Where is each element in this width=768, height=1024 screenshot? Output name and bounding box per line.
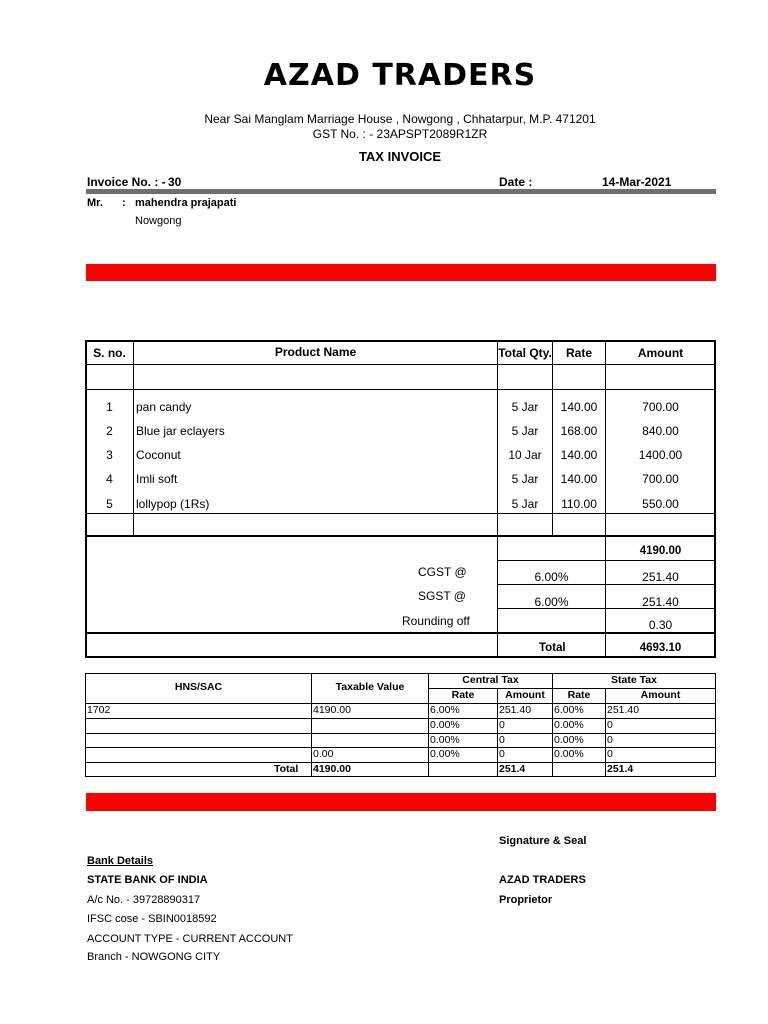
- tax-header-state-rate: Rate: [567, 689, 591, 701]
- date-label: Date :: [499, 175, 533, 189]
- tax-row-hsn: 1702: [87, 704, 111, 716]
- company-title: AZAD TRADERS: [263, 58, 537, 93]
- signatory-company: AZAD TRADERS: [499, 874, 586, 886]
- signatory-designation: Proprietor: [499, 894, 553, 906]
- row-divider: [86, 718, 715, 719]
- gst-number: GST No. : - 23APSPT2089R1ZR: [312, 127, 488, 141]
- signature-label: Signature & Seal: [499, 835, 587, 847]
- row-product: Blue jar eclayers: [136, 424, 225, 438]
- tax-row-central-rate: 0.00%: [430, 748, 460, 760]
- header-rate: Rate: [565, 346, 592, 360]
- row-divider: [86, 513, 715, 514]
- tax-row-central-rate: 0.00%: [430, 734, 460, 746]
- row-divider: [497, 560, 715, 561]
- rounding-label: Rounding off: [402, 614, 470, 628]
- tax-row-state-amount: 0: [607, 734, 613, 746]
- rounding-amount: 0.30: [648, 618, 673, 632]
- customer-name: mahendra prajapati: [135, 197, 237, 209]
- row-divider: [86, 733, 715, 734]
- row-rate: 140.00: [560, 400, 598, 414]
- company-address: Near Sai Manglam Marriage House , Nowgong , Chhatarpur, M.P. 471201: [204, 112, 596, 126]
- customer-city: Nowgong: [135, 215, 182, 227]
- tax-row-taxable: 4190.00: [313, 704, 351, 716]
- row-qty: 5 Jar: [511, 400, 539, 414]
- tax-total-state: 251.4: [607, 763, 634, 775]
- row-divider: [497, 584, 715, 585]
- tax-header-central-rate: Rate: [451, 689, 475, 701]
- tax-row-state-amount: 0: [607, 719, 613, 731]
- row-rate: 140.00: [560, 448, 598, 462]
- header-qty: Total Qty.: [498, 346, 552, 360]
- tax-row-central-amount: 251.40: [499, 704, 532, 716]
- account-number: A/c No. - 39728890317: [87, 894, 201, 906]
- row-product: Coconut: [136, 448, 181, 462]
- tax-row-state-amount: 251.40: [607, 704, 640, 716]
- row-product: lollypop (1Rs): [136, 497, 210, 511]
- tax-row-state-rate: 0.00%: [554, 719, 584, 731]
- row-sno: 4: [106, 472, 113, 486]
- row-amount: 840.00: [642, 424, 679, 438]
- row-divider: [86, 389, 715, 390]
- row-sno: 2: [106, 424, 113, 438]
- tax-row-central-rate: 6.00%: [430, 704, 460, 716]
- tax-header-taxable: Taxable Value: [335, 681, 405, 693]
- row-amount: 700.00: [642, 400, 679, 414]
- row-sno: 1: [106, 400, 113, 414]
- header-product: Product Name: [274, 345, 357, 359]
- bank-details-heading: Bank Details: [87, 855, 154, 867]
- subtotal-amount: 4190.00: [639, 545, 682, 557]
- cgst-rate: 6.00%: [534, 570, 569, 584]
- row-sno: 5: [106, 497, 113, 511]
- row-amount: 1400.00: [638, 448, 683, 462]
- branch-name: Branch - NOWGONG CITY: [87, 951, 221, 963]
- tax-row-state-rate: 0.00%: [554, 734, 584, 746]
- customer-label: Mr.: [87, 197, 103, 209]
- row-rate: 168.00: [560, 424, 598, 438]
- row-divider: [86, 364, 715, 365]
- cgst-label: CGST @: [418, 565, 467, 579]
- tax-row-state-amount: 0: [607, 748, 613, 760]
- header-amount: Amount: [637, 346, 684, 360]
- customer-separator: :: [122, 197, 126, 209]
- tax-row-central-amount: 0: [499, 719, 505, 731]
- accent-band-top: [86, 264, 716, 281]
- cgst-amount: 251.40: [642, 570, 679, 584]
- tax-header-hsn: HNS/SAC: [174, 681, 223, 693]
- row-qty: 5 Jar: [511, 424, 539, 438]
- tax-row-central-rate: 0.00%: [430, 719, 460, 731]
- row-qty: 5 Jar: [511, 497, 539, 511]
- row-product: pan candy: [136, 400, 192, 414]
- tax-row-state-rate: 0.00%: [554, 748, 584, 760]
- sgst-rate: 6.00%: [534, 595, 569, 609]
- invoice-date: 14-Mar-2021: [602, 175, 672, 189]
- row-rate: 110.00: [561, 497, 597, 511]
- tax-row-central-amount: 0: [499, 748, 505, 760]
- col-divider: [133, 341, 134, 536]
- row-product: Imli soft: [136, 472, 178, 486]
- row-qty: 10 Jar: [508, 448, 542, 462]
- grand-total-amount: 4693.10: [639, 642, 682, 654]
- account-type: ACCOUNT TYPE - CURRENT ACCOUNT: [87, 933, 293, 945]
- tax-total-taxable: 4190.00: [313, 763, 351, 775]
- row-divider: [86, 747, 715, 748]
- document-title: TAX INVOICE: [358, 149, 442, 164]
- tax-row-taxable: 0.00: [313, 748, 334, 760]
- accent-band-bottom: [86, 793, 716, 811]
- bank-name: STATE BANK OF INDIA: [87, 874, 208, 886]
- row-qty: 5 Jar: [511, 472, 539, 486]
- row-divider: [86, 535, 715, 537]
- ifsc-code: IFSC cose - SBIN0018592: [87, 913, 217, 925]
- row-amount: 700.00: [642, 472, 679, 486]
- tax-row-central-amount: 0: [499, 734, 505, 746]
- sgst-amount: 251.40: [642, 595, 679, 609]
- tax-row-state-rate: 6.00%: [554, 704, 584, 716]
- total-label: Total: [539, 642, 566, 654]
- tax-total-central: 251.4: [499, 763, 526, 775]
- row-amount: 550.00: [642, 497, 679, 511]
- sgst-label: SGST @: [418, 589, 466, 603]
- tax-header-central-amount: Amount: [505, 689, 545, 701]
- tax-header-state: State Tax: [611, 674, 657, 686]
- invoice-number-label: Invoice No. : -: [87, 175, 166, 189]
- tax-header-state-amount: Amount: [640, 689, 681, 701]
- header-sno: S. no.: [93, 346, 126, 360]
- row-divider: [86, 632, 715, 634]
- tax-total-label: Total: [274, 763, 299, 775]
- row-rate: 140.00: [560, 472, 598, 486]
- tax-header-central: Central Tax: [462, 674, 519, 686]
- header-rule: [86, 189, 716, 194]
- invoice-number: 30: [168, 175, 182, 189]
- row-sno: 3: [106, 448, 113, 462]
